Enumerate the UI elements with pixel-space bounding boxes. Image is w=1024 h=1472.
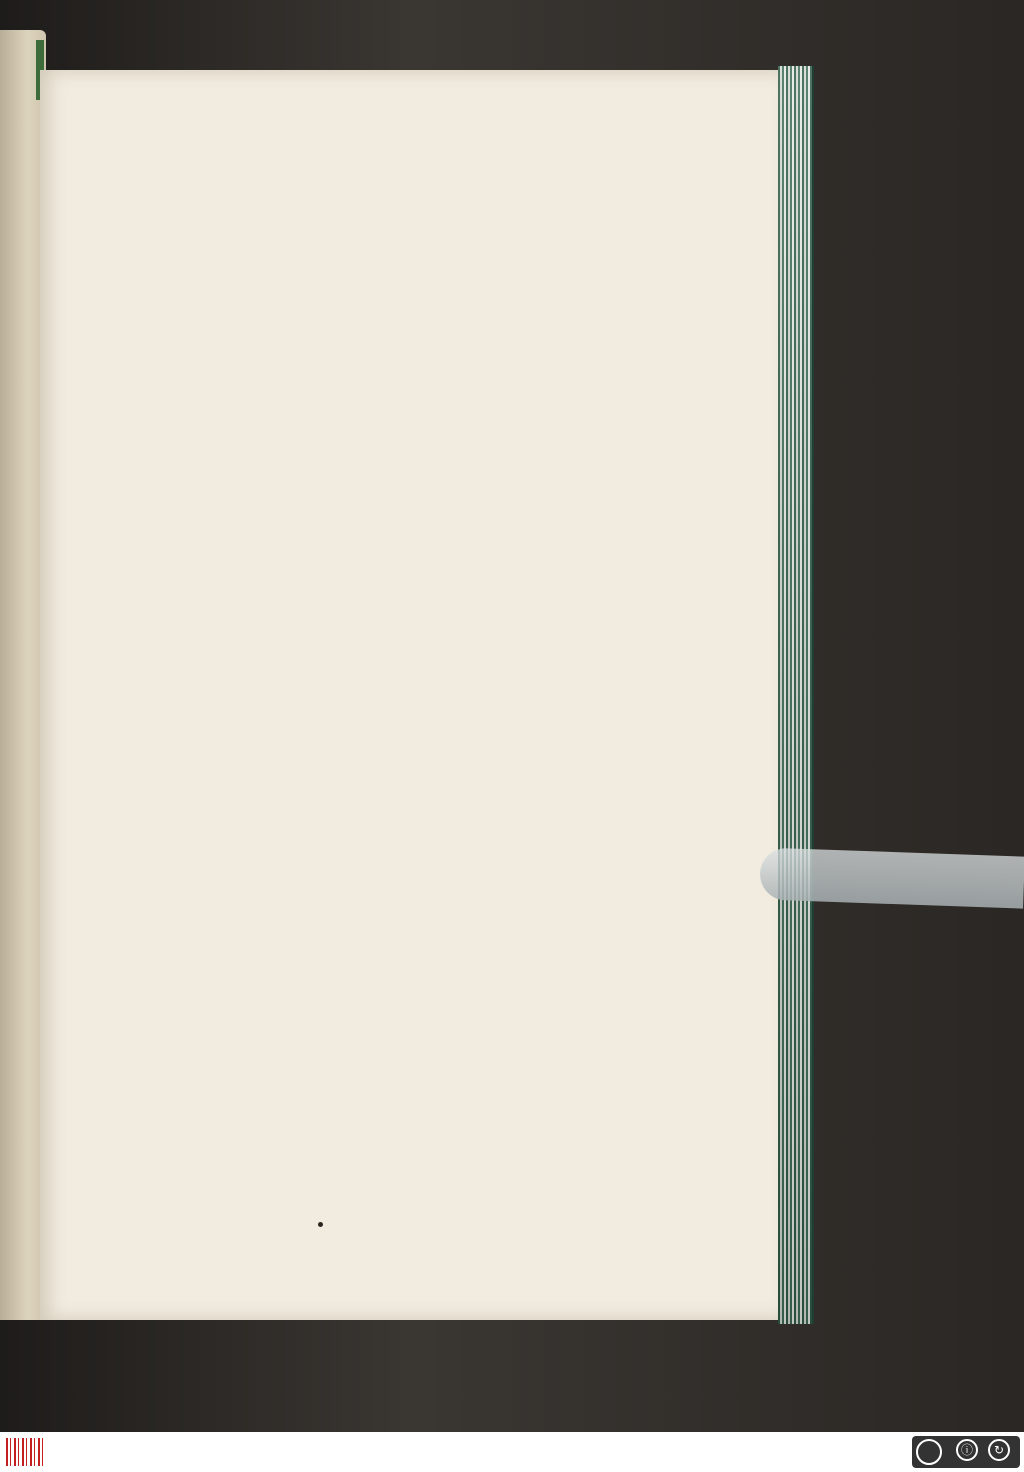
hab-barcode-icon bbox=[6, 1438, 46, 1466]
printer-dot bbox=[318, 1222, 323, 1227]
page-text bbox=[72, 124, 652, 126]
page-block-edge bbox=[778, 66, 814, 1324]
sa-icon: ↻ bbox=[988, 1439, 1010, 1461]
by-icon: ⓘ bbox=[956, 1439, 978, 1461]
cc-icon bbox=[916, 1439, 942, 1465]
cc-license-badge[interactable] bbox=[912, 1436, 1020, 1468]
viewer-footer bbox=[0, 1432, 1024, 1472]
page-ribbon bbox=[759, 847, 1024, 908]
book-page bbox=[40, 70, 782, 1320]
